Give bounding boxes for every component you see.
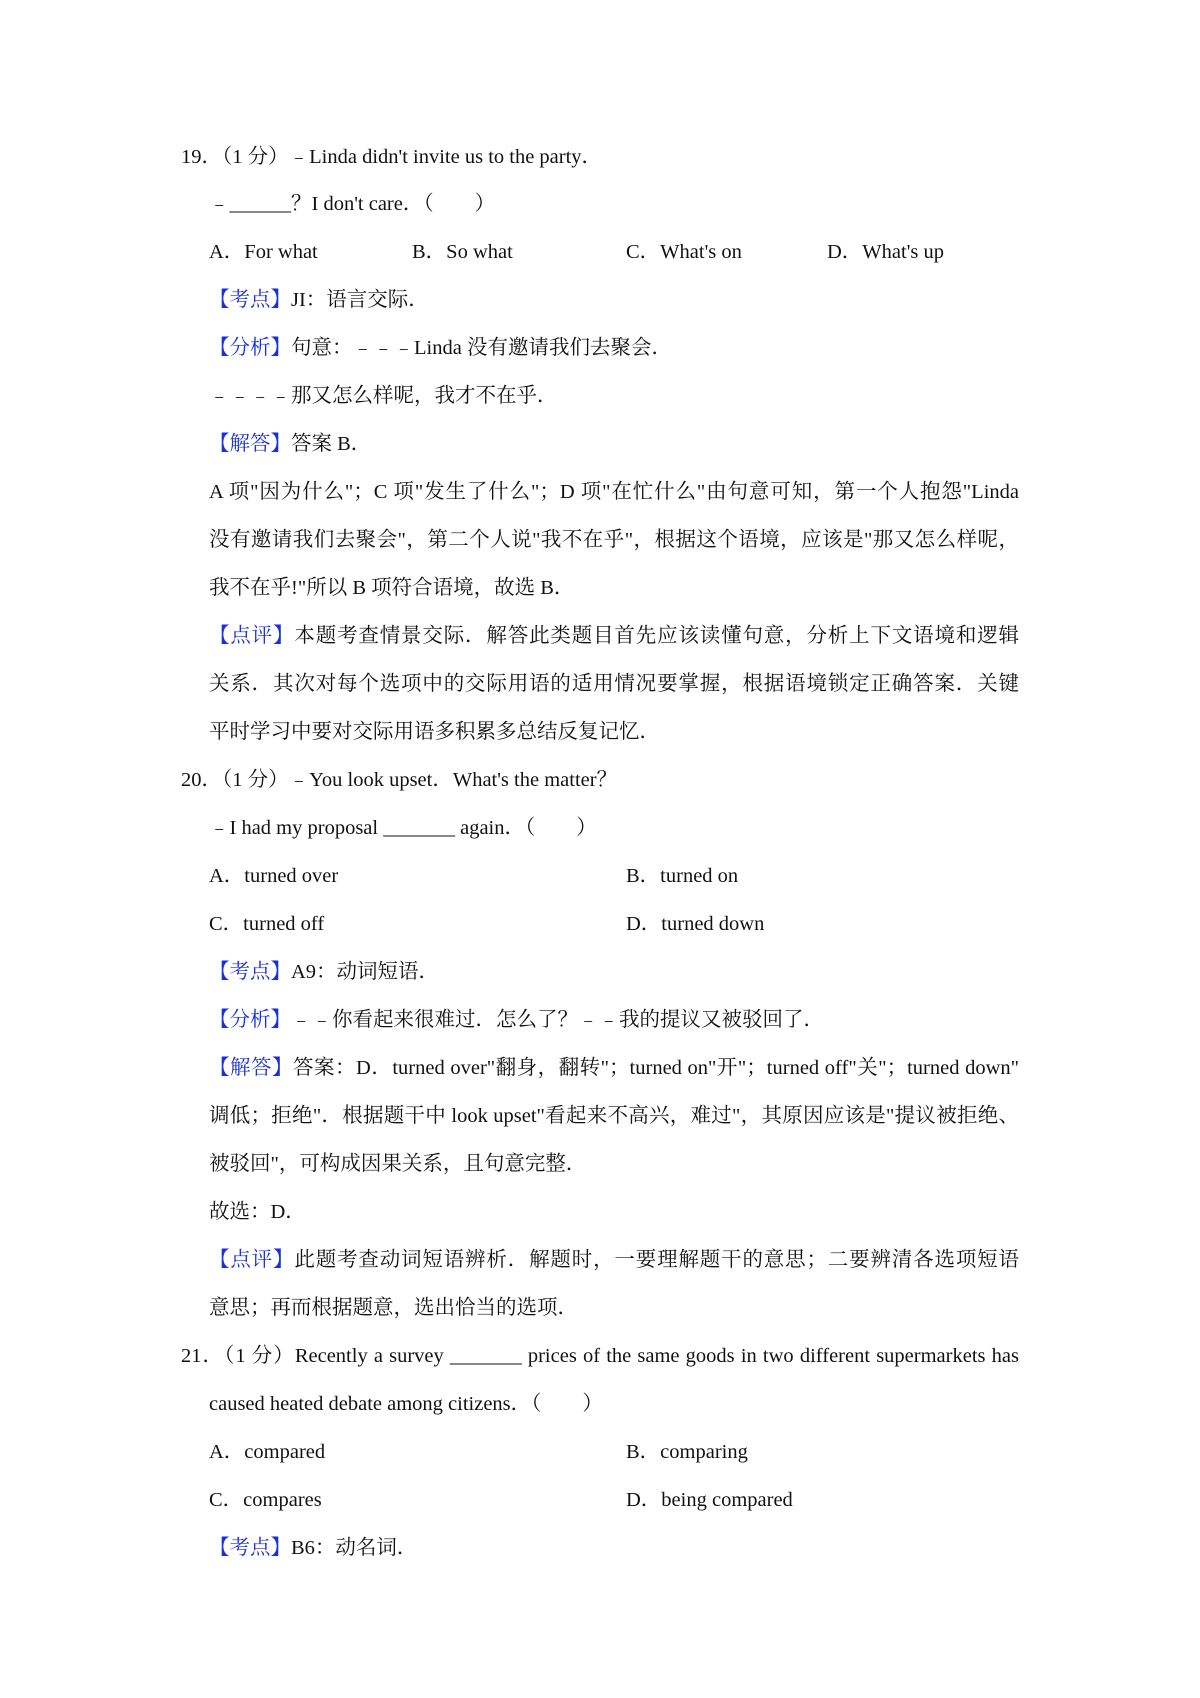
q21-option-c: C．compares bbox=[209, 1489, 322, 1511]
fenxi-tag: 【分析】 bbox=[209, 1009, 291, 1031]
q20-kaodian bbox=[209, 958, 439, 986]
q20-option-d: D．turned down bbox=[626, 913, 765, 935]
q19-fenxi-line2: ﹣﹣﹣﹣那又怎么样呢，我才不在乎． bbox=[209, 385, 558, 407]
dianping-tag: 【点评】 bbox=[209, 625, 295, 647]
q21-option-a: A．compared bbox=[209, 1441, 326, 1463]
question-21-stem: 21．（1 分）Recently a survey _______ prices of the same goods in two different supermarkets has bbox=[181, 1345, 1019, 1367]
jieda-tag: 【解答】 bbox=[209, 1057, 294, 1079]
q19-fenxi bbox=[209, 334, 672, 362]
q19-jieda bbox=[209, 430, 371, 458]
q19-kaodian bbox=[209, 286, 429, 314]
q20-option-c: C．turned off bbox=[209, 913, 325, 935]
kaodian-tag: 【考点】 bbox=[209, 289, 291, 311]
q19-explain-line3: 我不在乎!"所以 B 项符合语境，故选 B． bbox=[209, 577, 575, 599]
q19-option-b: B．So what bbox=[412, 241, 513, 263]
kaodian-text: JI：语言交际． bbox=[291, 289, 429, 311]
q20-dianping-line2: 意思；再而根据题意，选出恰当的选项． bbox=[209, 1297, 578, 1319]
question-20-stem-reply: ﹣I had my proposal _______ again．（ ） bbox=[209, 817, 597, 839]
q20-jieda bbox=[209, 1054, 1019, 1082]
q20-fenxi bbox=[209, 1006, 824, 1034]
q21-option-b: B．comparing bbox=[626, 1441, 748, 1463]
jieda-tag: 【解答】 bbox=[209, 433, 291, 455]
kaodian-tag: 【考点】 bbox=[209, 1537, 291, 1559]
q20-option-a: A．turned over bbox=[209, 865, 339, 887]
q20-jieda-line2: 调低；拒绝"．根据题干中 look upset"看起来不高兴，难过"，其原因应该是"提议被拒绝、 bbox=[209, 1105, 1019, 1127]
question-19-stem-reply: ﹣______？I don't care．（ ） bbox=[209, 193, 496, 215]
fenxi-text: 句意：﹣﹣﹣Linda 没有邀请我们去聚会． bbox=[291, 337, 672, 359]
question-19-stem: 19．（1 分）﹣Linda didn't invite us to the party． bbox=[181, 146, 603, 168]
fenxi-text: ﹣﹣你看起来很难过．怎么了？﹣﹣我的提议又被驳回了． bbox=[291, 1009, 824, 1031]
q19-dianping-line2: 关系．其次对每个选项中的交际用语的适用情况要掌握，根据语境锁定正确答案．关键 bbox=[209, 673, 1019, 695]
q19-explain-line1: A 项"因为什么"；C 项"发生了什么"；D 项"在忙什么"由句意可知，第一个人抱怨"Linda bbox=[209, 481, 1019, 503]
question-20-stem: 20．（1 分）﹣You look upset．What's the matter？ bbox=[181, 769, 618, 791]
q19-option-d: D．What's up bbox=[827, 241, 944, 263]
kaodian-text: A9：动词短语． bbox=[291, 961, 440, 983]
question-21-stem-line2: caused heated debate among citizens．（ ） bbox=[209, 1393, 603, 1415]
q19-option-a: A．For what bbox=[209, 241, 318, 263]
kaodian-tag: 【考点】 bbox=[209, 961, 291, 983]
dianping-tag: 【点评】 bbox=[209, 1249, 295, 1271]
kaodian-text: B6：动名词． bbox=[291, 1537, 418, 1559]
q20-jieda-line3: 被驳回"，可构成因果关系，且句意完整． bbox=[209, 1153, 587, 1175]
q19-dianping-line3: 平时学习中要对交际用语多积累多总结反复记忆． bbox=[209, 721, 660, 743]
q20-final-answer: 故选：D． bbox=[209, 1201, 306, 1223]
dianping-text: 此题考查动词短语辨析．解题时，一要理解题干的意思；二要辨清各选项短语 bbox=[294, 1249, 1020, 1271]
q19-dianping bbox=[209, 622, 1019, 650]
q21-kaodian bbox=[209, 1534, 417, 1562]
q21-option-d: D．being compared bbox=[626, 1489, 793, 1511]
jieda-text: 答案：D．turned over"翻身，翻转"；turned on"开"；turned off"关"；turned down" bbox=[293, 1057, 1019, 1079]
dianping-text: 本题考查情景交际．解答此类题目首先应该读懂句意，分析上下文语境和逻辑 bbox=[294, 625, 1020, 647]
q20-option-b: B．turned on bbox=[626, 865, 739, 887]
q19-explain-line2: 没有邀请我们去聚会"，第二个人说"我不在乎"，根据这个语境，应该是"那又怎么样呢， bbox=[209, 529, 1019, 551]
q20-dianping bbox=[209, 1246, 1019, 1274]
jieda-text: 答案 B． bbox=[291, 433, 372, 455]
fenxi-tag: 【分析】 bbox=[209, 337, 291, 359]
q19-option-c: C．What's on bbox=[626, 241, 742, 263]
